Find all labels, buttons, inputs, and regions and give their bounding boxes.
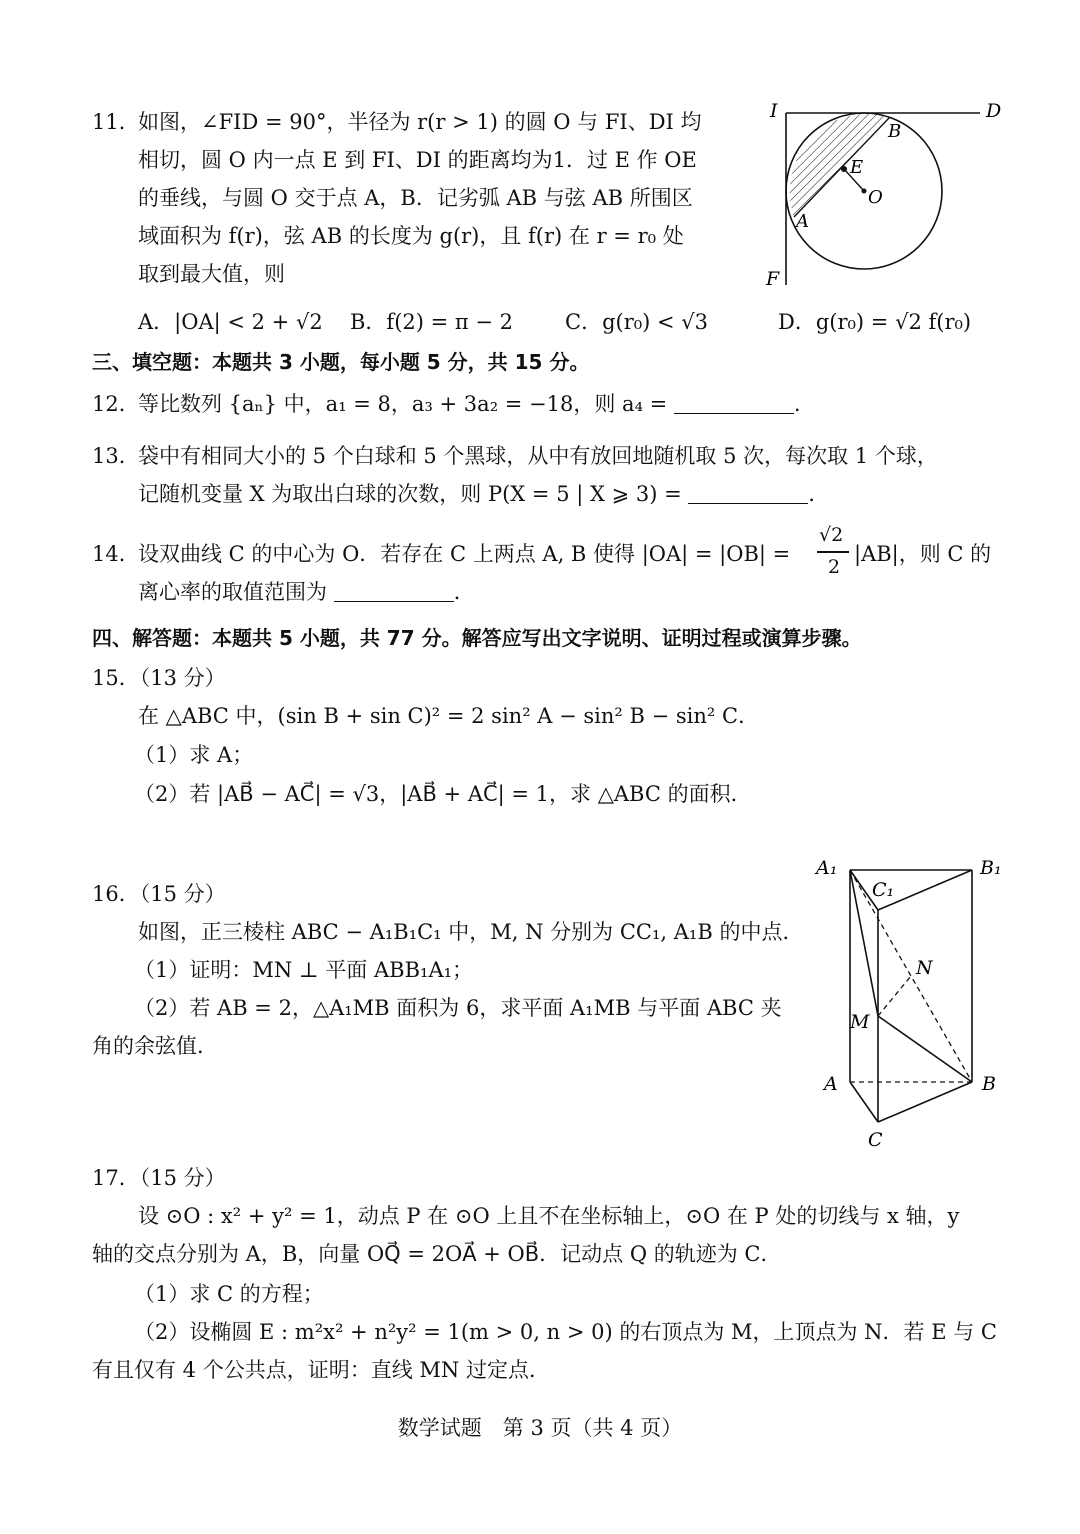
q16-label-a1: A₁ [816,857,838,879]
q14-line-1b: |AB|，则 C 的 [854,542,992,566]
section-3-heading: 三、填空题：本题共 3 小题，每小题 5 分，共 15 分。 [92,350,590,374]
q16-part-2b: 角的余弦值． [92,1034,218,1058]
q16-figure [810,850,1020,1150]
q16-segment-mn [878,976,911,1016]
q16-edge-ac [850,1082,878,1122]
q11-line-5: 取到最大值，则 [138,262,285,286]
q17-part-1: （1）求 C 的方程； [134,1282,324,1306]
q15-number: 15．（13 分） [92,666,226,690]
q16-label-a: A [824,1073,838,1095]
q12-body: 等比数列 {aₙ} 中，a₁ = 8，a₃ + 3a₂ = −18，则 a₄ = [138,392,674,416]
q11-point-o [862,189,867,194]
q11-option-d: D．g(r₀) = √2 f(r₀) [778,310,972,334]
q16-label-c1: C₁ [872,879,895,901]
q14-frac-numerator: √2 [819,524,844,546]
q11-number: 11． [92,110,140,134]
q14-number: 14． [92,542,140,566]
q12-tail: ． [793,392,815,416]
q11-line-3: 的垂线，与圆 O 交于点 A，B．记劣弧 AB 与弦 AB 所围区 [138,186,693,210]
q11-label-a: A [796,211,809,232]
q13-number: 13． [92,444,140,468]
q16-edge-cb [878,1082,972,1122]
q15-line-1: 在 △ABC 中，(sin B + sin C)² = 2 sin² A − sin² B − sin² C． [138,704,760,728]
q13-tail: ． [808,482,830,506]
q11-label-o: O [868,187,883,208]
q11-option-a: A．|OA| < 2 + √2 [138,310,323,334]
q17-line-2: 轴的交点分别为 A，B，向量 OQ⃗ = 2OA⃗ + OB⃗．记动点 Q 的轨迹为 C． [92,1242,782,1266]
q12-number: 12． [92,392,140,416]
q14-line-1a: 设双曲线 C 的中心为 O．若存在 C 上两点 A, B 使得 |OA| = |OB| = [138,542,791,566]
q11-option-b: B．f(2) = π − 2 [350,310,514,334]
q15-part-2: （2）若 |AB⃗ − AC⃗| = √3，|AB⃗ + AC⃗| = 1，求 △ABC 的面积． [134,782,752,806]
q11-point-e [841,166,847,172]
q12-text [138,394,815,415]
q11-option-c: C．g(r₀) < √3 [565,310,709,334]
q11-line-2: 相切，圆 O 内一点 E 到 FI、DI 的距离均为1．过 E 作 OE [138,148,697,172]
q17-number: 17．（15 分） [92,1166,226,1190]
q11-figure [760,95,1020,295]
q15-part-1: （1）求 A； [134,743,254,767]
q17-part-2a: （2）设椭圆 E : m²x² + n²y² = 1(m > 0, n > 0) 的右顶点为 M，上顶点为 N．若 E 与 C [134,1320,997,1344]
q11-line-1: 如图，∠FID = 90°，半径为 r(r > 1) 的圆 O 与 FI、DI 均 [138,110,702,134]
q11-label-i: I [770,100,778,122]
q11-label-f: F [766,268,780,290]
page-footer: 数学试题 第 3 页（共 4 页） [397,1416,683,1440]
q16-part-1: （1）证明：MN ⊥ 平面 ABB₁A₁； [134,958,474,982]
q13-body: 记随机变量 X 为取出白球的次数，则 P(X = 5 | X ⩾ 3) = [138,482,689,506]
q16-label-n: N [916,957,933,979]
q12-answer-blank[interactable] [674,395,794,414]
q16-segment-mb [878,1016,972,1082]
q11-line-4: 域面积为 f(r)，弦 AB 的长度为 g(r)，且 f(r) 在 r = r₀ 处 [138,224,684,248]
q14-frac-denominator: 2 [828,556,841,578]
q17-part-2b: 有且仅有 4 个公共点，证明：直线 MN 过定点． [92,1358,550,1382]
q11-label-e: E [850,157,864,178]
q16-label-b: B [982,1073,996,1095]
q16-label-b1: B₁ [980,857,1002,879]
q14-tail: ． [453,580,475,604]
q14-body: 离心率的取值范围为 [138,580,334,604]
q16-part-2a: （2）若 AB = 2，△A₁MB 面积为 6，求平面 A₁MB 与平面 ABC 夹 [134,996,782,1020]
q17-line-1: 设 ⊙O : x² + y² = 1，动点 P 在 ⊙O 上且不在坐标轴上，⊙O 在 P 处的切线与 x 轴，y [138,1204,960,1228]
q11-label-d: D [986,100,1002,122]
q13-line-2 [138,484,829,505]
q16-number: 16．（15 分） [92,882,226,906]
section-4-heading: 四、解答题：本题共 5 小题，共 77 分。解答应写出文字说明、证明过程或演算步骤。 [92,626,862,650]
q14-line-2 [138,582,475,603]
q16-label-c: C [868,1129,883,1150]
q16-label-m: M [850,1011,870,1033]
q11-label-b: B [888,121,902,142]
q13-line-1: 袋中有相同大小的 5 个白球和 5 个黑球，从中有放回地随机取 5 次，每次取 1 个球， [138,444,938,468]
q14-answer-blank[interactable] [334,583,454,602]
q16-line-1: 如图，正三棱柱 ABC − A₁B₁C₁ 中，M, N 分别为 CC₁, A₁B 的中点． [138,920,804,944]
q13-answer-blank[interactable] [688,485,808,504]
q14-frac-bar [817,551,849,553]
